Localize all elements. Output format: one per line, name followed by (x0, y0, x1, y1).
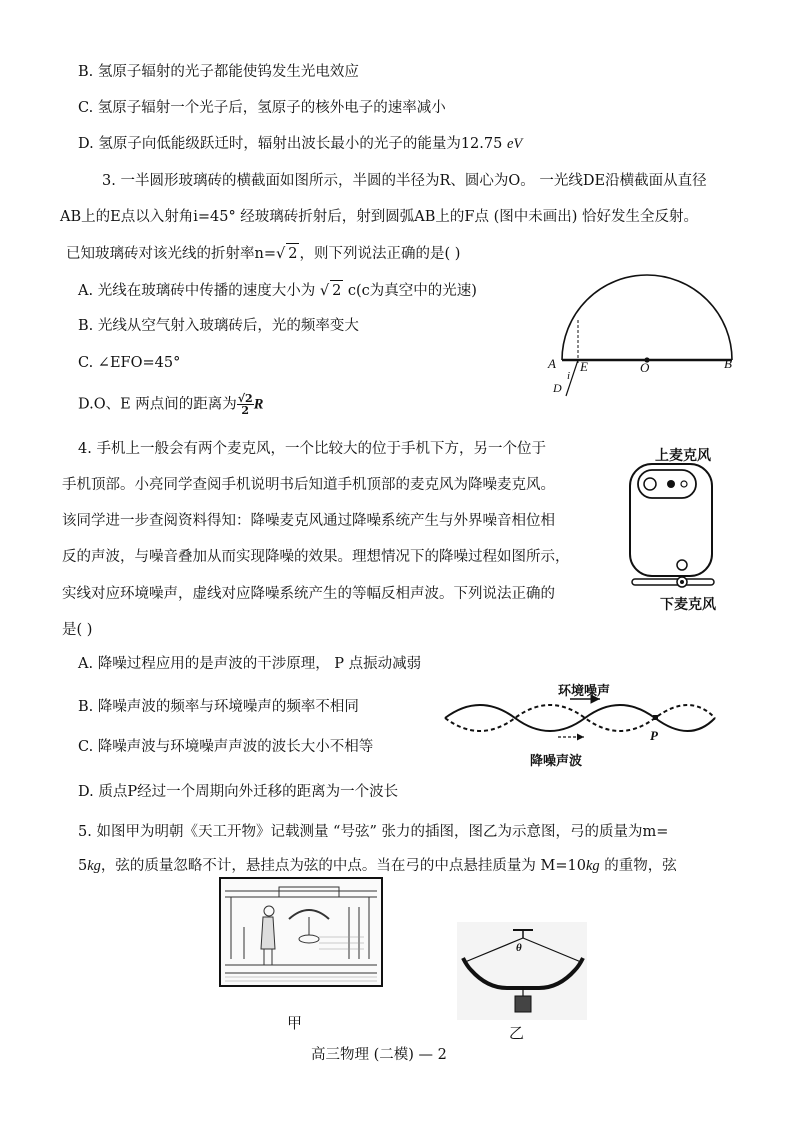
q3-stem-line2: AB上的E点以入射角i=45° 经玻璃砖折射后，射到圆弧AB上的F点 (图中未画出) 恰好发生全反射。 (60, 209, 699, 225)
label-a: A (548, 356, 556, 371)
q3-option-b: B. 光线从空气射入玻璃砖后，光的频率变大 (78, 318, 359, 334)
woodcut-illustration (219, 877, 383, 987)
q4-stem-line2: 手机顶部。小亮同学查阅手机说明书后知道手机顶部的麦克风为降噪麦克风。 (62, 477, 555, 493)
wave-figure (440, 692, 720, 752)
label-i: i (567, 370, 571, 382)
q4-stem-line6: 是( ) (62, 622, 93, 638)
q5-stem-line1: 5. 如图甲为明朝《天工开物》记载测量 “号弦” 张力的插图，图乙为示意图，弓的质量为m= (78, 824, 669, 840)
q4-option-a: A. 降噪过程应用的是声波的干涉原理， P 点振动减弱 (78, 656, 422, 672)
q2-option-b: B. 氢原子辐射的光子都能使钨发生光电效应 (78, 64, 359, 80)
q3-option-a: A. 光线在玻璃砖中传播的速度大小为 √ 2 c(c为真空中的光速) (78, 280, 477, 301)
wave-anti-noise-label: 降噪声波 (530, 754, 583, 769)
q4-stem-line4: 反的声波，与噪音叠加从而实现降噪的效果。理想情况下的降噪过程如图所示， (62, 549, 570, 565)
q2-option-d: D. 氢原子向低能级跃迁时，辐射出波长最小的光子的能量为12.75 eV (78, 136, 523, 152)
q5-stem-line2: 5kg，弦的质量忽略不计，悬挂点为弦的中点。当在弓的中点悬挂质量为 M=10kg 的重物，弦 (78, 858, 677, 874)
q3-stem-line3: 已知玻璃砖对该光线的折射率n=√ 2 ，则下列说法正确的是( ) (66, 243, 460, 264)
figure-yi-label: 乙 (509, 1024, 525, 1042)
q3-stem-line1: 3. 一半圆形玻璃砖的横截面如图所示，半圆的半径为R、圆心为O。 一光线DE沿横截面从直径 (102, 173, 707, 189)
label-b: B (724, 356, 732, 371)
q4-stem-line3: 该同学进一步查阅资料得知：降噪麦克风通过降噪系统产生与外界噪音相位相 (62, 513, 555, 529)
q2-option-c: C. 氢原子辐射一个光子后，氢原子的核外电子的速率减小 (78, 100, 446, 116)
theta-label: θ (516, 942, 522, 954)
semicircle-figure (540, 272, 750, 398)
q4-option-d: D. 质点P经过一个周期向外迁移的距离为一个波长 (78, 784, 399, 800)
q4-stem-line1: 4. 手机上一般会有两个麦克风，一个比较大的位于手机下方，另一个位于 (78, 441, 546, 457)
q3-option-d: D.O、E 两点间的距离为 $\frac{√2}{2}$ R (78, 392, 264, 417)
label-e: E (580, 359, 588, 374)
phone-bottom-mic-label: 下麦克风 (660, 597, 716, 613)
figure-jia-label: 甲 (287, 1014, 303, 1032)
label-d: D (553, 381, 562, 395)
q4-stem-line5: 实线对应环境噪声，虚线对应降噪系统产生的等幅反相声波。下列说法正确的 (62, 586, 555, 602)
q4-option-c: C. 降噪声波与环境噪声声波的波长大小不相等 (78, 739, 374, 755)
page-footer: 高三物理 (二模) — 2 (311, 1047, 447, 1063)
q3-option-c: C. ∠EFO=45° (78, 355, 181, 371)
phone-top-mic-label: 上麦克风 (655, 448, 711, 464)
label-o: O (640, 360, 650, 375)
wave-env-noise-label: 环境噪声 (558, 684, 611, 699)
wave-point-p: P (650, 728, 658, 743)
bow-schematic (457, 922, 587, 1020)
q4-option-b: B. 降噪声波的频率与环境噪声的频率不相同 (78, 699, 359, 715)
phone-figure (626, 460, 726, 595)
